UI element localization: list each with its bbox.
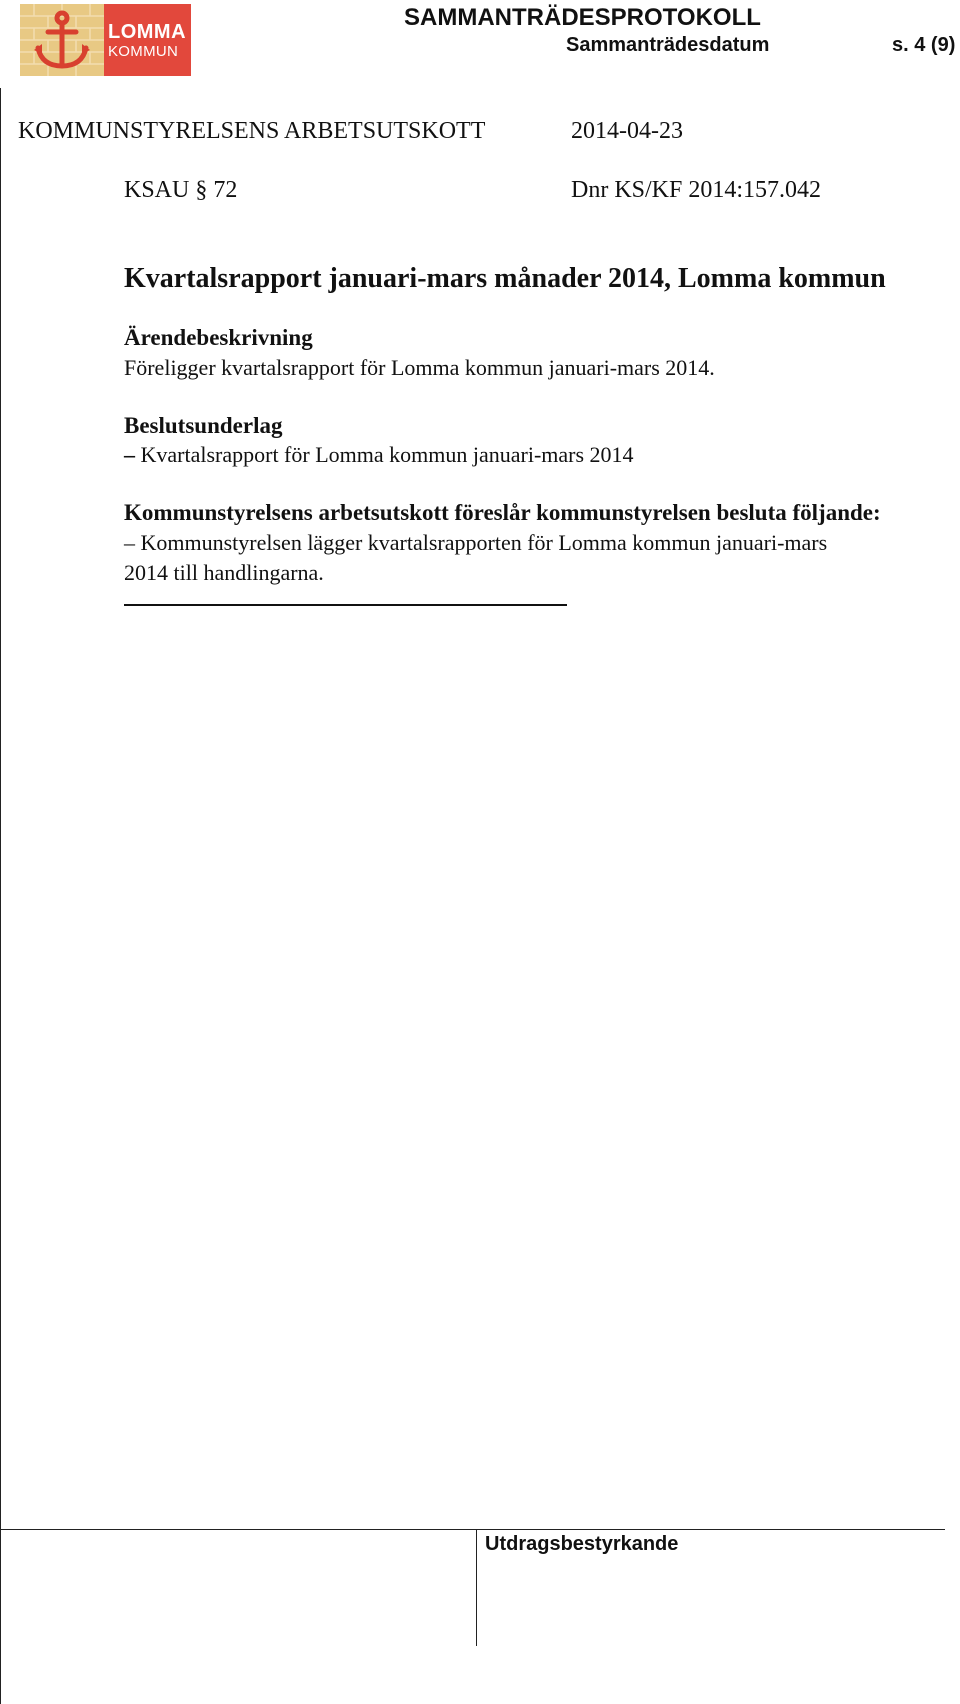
meeting-date-label: Sammanträdesdatum (566, 34, 770, 56)
anchor-icon (20, 4, 104, 76)
paragraph-number: KSAU § 72 (124, 177, 238, 203)
footer-rule (0, 1529, 945, 1530)
proposal-heading: Kommunstyrelsens arbetsutskott föreslår kommunstyrelsen besluta följande: (124, 500, 881, 525)
proposal-line-1: – Kommunstyrelsen lägger kvartalsrapporten för Lomma kommun januari-mars (124, 530, 828, 555)
left-margin-rule (0, 88, 1, 1704)
basis-dash: – (124, 442, 135, 467)
proposal-line-2: 2014 till handlingarna. (124, 560, 324, 585)
lomma-kommun-logo (20, 4, 191, 76)
logo-wordmark (104, 4, 191, 76)
description-text: Föreligger kvartalsrapport för Lomma kommun januari-mars 2014. (124, 355, 715, 380)
description-heading: Ärendebeskrivning (124, 325, 313, 350)
logo-text-lomma: LOMMA (108, 20, 187, 43)
page-number: s. 4 (9) (892, 34, 956, 56)
certification-label: Utdragsbestyrkande (485, 1533, 679, 1555)
meeting-date: 2014-04-23 (571, 118, 683, 144)
section-end-rule (124, 604, 567, 606)
basis-item-text: Kvartalsrapport för Lomma kommun januari-mars 2014 (135, 442, 634, 467)
basis-item (124, 442, 634, 468)
brick-wall-anchor-emblem (20, 4, 104, 76)
diary-number: Dnr KS/KF 2014:157.042 (571, 177, 822, 203)
document-title: SAMMANTRÄDESPROTOKOLL (404, 4, 761, 31)
footer-divider (476, 1529, 477, 1646)
committee-name: KOMMUNSTYRELSENS ARBETSUTSKOTT (18, 118, 486, 144)
logo-text-kommun: KOMMUN (108, 42, 179, 60)
matter-title: Kvartalsrapport januari-mars månader 2014, Lomma kommun (124, 263, 886, 294)
basis-heading: Beslutsunderlag (124, 413, 283, 438)
